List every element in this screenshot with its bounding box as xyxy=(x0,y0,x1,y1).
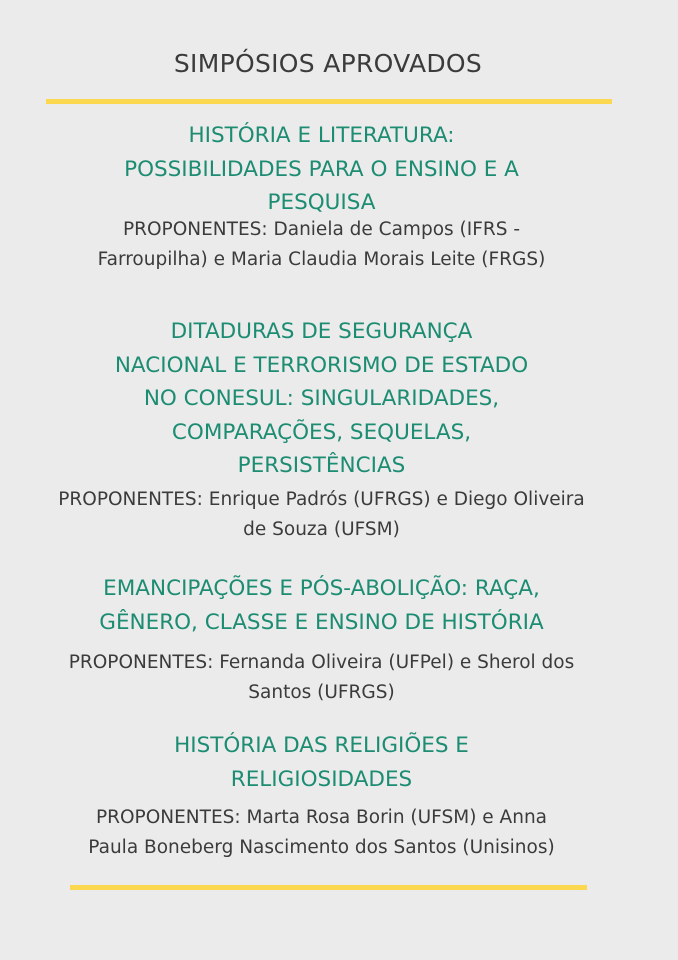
page-title: SIMPÓSIOS APROVADOS xyxy=(173,49,483,78)
symposium-3-title xyxy=(0,572,643,639)
symposium-2-title-line: NACIONAL E TERRORISMO DE ESTADO xyxy=(114,352,529,378)
symposium-2-title-line: COMPARAÇÕES, SEQUELAS, xyxy=(171,419,472,445)
symposium-1-title-line: PESQUISA xyxy=(267,190,376,215)
symposium-2-proponents-line: de Souza (UFSM) xyxy=(243,519,400,540)
symposium-1-title-line: HISTÓRIA E LITERATURA: xyxy=(188,123,455,148)
symposium-2-proponents xyxy=(0,485,643,545)
symposium-4-title xyxy=(0,729,643,796)
symposium-1-proponents-line: PROPONENTES: Daniela de Campos (IFRS - xyxy=(122,219,521,240)
symposium-3-proponents xyxy=(0,648,643,708)
symposium-1-proponents xyxy=(0,215,643,275)
symposium-2-title xyxy=(0,315,643,483)
symposium-3-proponents-line: PROPONENTES: Fernanda Oliveira (UFPel) e Sherol dos xyxy=(68,652,575,673)
bottom-divider xyxy=(70,885,587,890)
symposium-2-title-line: PERSISTÊNCIAS xyxy=(237,453,406,478)
symposium-3-title-line: GÊNERO, CLASSE E ENSINO DE HISTÓRIA xyxy=(99,609,544,635)
symposium-4-title-line: RELIGIOSIDADES xyxy=(230,766,413,792)
top-divider xyxy=(46,99,612,104)
symposium-4-proponents-line: PROPONENTES: Marta Rosa Borin (UFSM) e Anna xyxy=(95,807,548,828)
symposium-4-proponents xyxy=(0,803,643,863)
symposium-2-title-line: DITADURAS DE SEGURANÇA xyxy=(170,319,473,344)
symposium-3-title-line: EMANCIPAÇÕES E PÓS-ABOLIÇÃO: RAÇA, xyxy=(103,576,540,601)
symposium-4-title-line: HISTÓRIA DAS RELIGIÕES E xyxy=(174,733,469,758)
symposium-3-proponents-line: Santos (UFRGS) xyxy=(248,682,395,703)
symposium-2-proponents-line: PROPONENTES: Enrique Padrós (UFRGS) e Diego Oliveira xyxy=(58,489,585,510)
symposium-1-proponents-line: Farroupilha) e Maria Claudia Morais Leite (FRGS) xyxy=(97,249,546,270)
symposium-2-title-line: NO CONESUL: SINGULARIDADES, xyxy=(143,386,500,411)
symposium-1-title-line: POSSIBILIDADES PARA O ENSINO E A xyxy=(124,156,519,182)
symposium-4-proponents-line: Paula Boneberg Nascimento dos Santos (Unisinos) xyxy=(88,837,555,858)
symposium-1-title xyxy=(0,119,643,220)
